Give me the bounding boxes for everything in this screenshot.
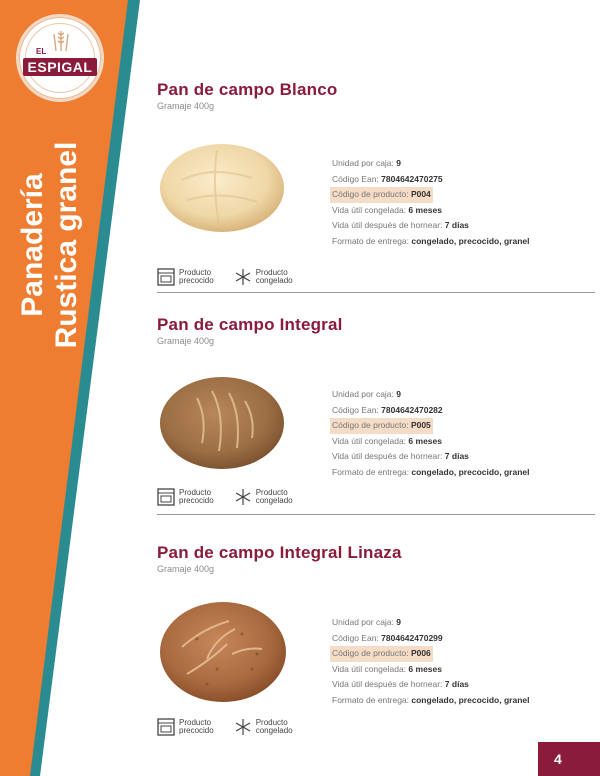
product-specs: Unidad por caja: 9 Código Ean: 7804642470299 Código de producto: P006 Vida útil congelada: 6 meses Vida útil después de hornear: 7 días Formato de entrega: congelado, precocido, granel: [332, 617, 530, 705]
snowflake-icon: [234, 488, 252, 506]
bread-image: [157, 599, 289, 705]
product-title: Pan de campo Integral Linaza: [157, 543, 402, 562]
product-card: [157, 80, 594, 290]
product-weight: Gramaje 400g: [157, 101, 215, 111]
frozen-badge: Producto congelado: [234, 268, 293, 286]
brand-name: ESPIGAL: [23, 58, 97, 76]
bread-image: [157, 140, 287, 235]
oven-icon: [157, 268, 175, 286]
oven-icon: [157, 488, 175, 506]
precooked-badge: Producto precocido: [157, 718, 214, 736]
snowflake-icon: [234, 718, 252, 736]
product-icons: [157, 488, 293, 506]
product-specs: Unidad por caja: 9 Código Ean: 7804642470282 Código de producto: P005 Vida útil congelada: 6 meses Vida útil después de hornear: 7 días Formato de entrega: congelado, precocido, granel: [332, 389, 530, 477]
bread-image: [157, 373, 287, 473]
section-title-line1: Panadería: [16, 173, 49, 317]
frozen-badge: Producto congelado: [234, 488, 293, 506]
brand-el: EL: [36, 47, 47, 56]
snowflake-icon: [234, 268, 252, 286]
section-title-line2: Rustica granel: [50, 141, 83, 349]
divider: [157, 292, 595, 293]
brand-logo: [16, 14, 104, 102]
divider: [157, 514, 595, 515]
product-card: [157, 543, 594, 743]
product-weight: Gramaje 400g: [157, 336, 215, 346]
product-title: Pan de campo Blanco: [157, 80, 338, 99]
product-specs: Unidad por caja: 9 Código Ean: 7804642470275 Código de producto: P004 Vida útil congelada: 6 meses Vida útil después de hornear: 7 días Formato de entrega: congelado, precocido, granel: [332, 158, 530, 246]
page-number: 4: [538, 742, 600, 776]
precooked-badge: Producto precocido: [157, 268, 214, 286]
product-title: Pan de campo Integral: [157, 315, 343, 334]
oven-icon: [157, 718, 175, 736]
product-icons: [157, 718, 293, 736]
frozen-badge: Producto congelado: [234, 718, 293, 736]
precooked-badge: Producto precocido: [157, 488, 214, 506]
product-weight: Gramaje 400g: [157, 564, 215, 574]
side-band: [0, 0, 140, 776]
wheat-icon: [49, 29, 73, 51]
product-card: [157, 315, 594, 515]
product-icons: [157, 268, 293, 286]
